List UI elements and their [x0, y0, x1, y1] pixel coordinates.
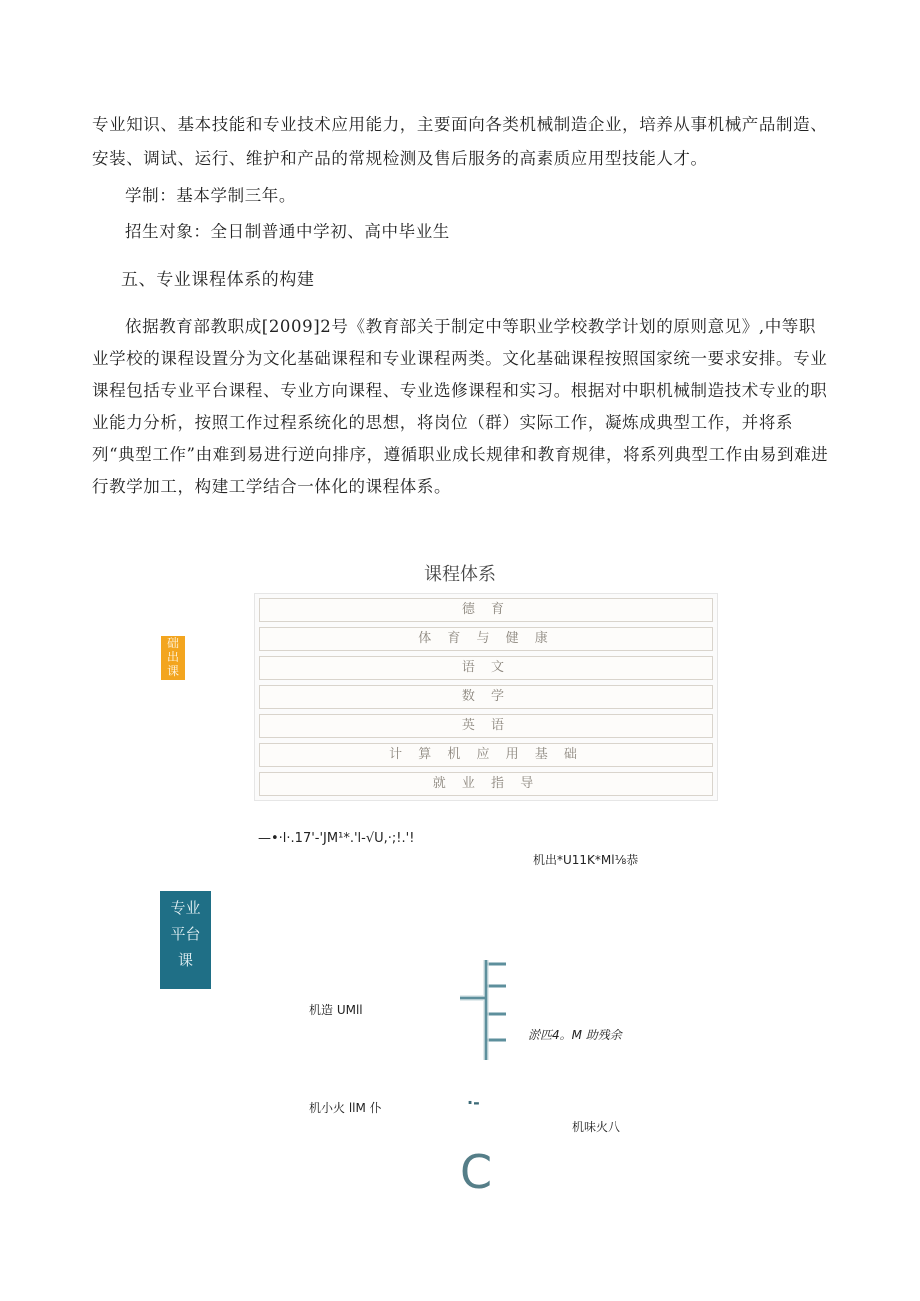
course-row: 就 业 指 导 — [259, 772, 713, 796]
pro-tag-line: 专业 — [170, 899, 201, 917]
basic-tag-char: 出 — [166, 650, 179, 664]
pro-tag-line: 平台 — [170, 925, 201, 943]
course-row: 语 文 — [259, 656, 713, 680]
big-letter-c: C — [460, 1145, 493, 1199]
figure-title: 课程体系 — [424, 564, 496, 585]
course-row: 体 育 与 健 康 — [259, 627, 713, 651]
tree-lines-top — [460, 960, 486, 1060]
tree-connector-diagram — [456, 956, 520, 1066]
basic-tag-char: 础 — [166, 636, 179, 650]
curriculum-paragraph: 依据教育部教职成[2009]2号《教育部关于制定中等职业学校教学计划的原则意见》,中等职业学校的课程设置分为文化基础课程和专业课程两类。文化基础课程按照国家统一要求安排。专业课程包括专业平台课程、专业方向课程、专业选修课程和实习。根据对中职机械制造技术专业的职业能力分析，按照工作过程系统化的思想，将岗位（群）实际工作，凝炼成典型工作，并将系列“典型工作”由难到易进行逆向排序，遵循职业成长规律和教育规律，将系列典型工作由易到难进行教学加工，构建工学结合一体化的课程体系。 — [92, 317, 829, 496]
course-row: 德 育 — [259, 598, 713, 622]
basic-tag-char: 课 — [166, 664, 179, 678]
garbled-label-right: 机出*U11K*Ml⅛恭 — [533, 853, 639, 867]
course-label: 机造 UMll — [309, 1003, 363, 1017]
course-label: 机味火八 — [572, 1120, 621, 1134]
course-row: 数 学 — [259, 685, 713, 709]
course-row: 英 语 — [259, 714, 713, 738]
course-row: 计 算 机 应 用 基 础 — [259, 743, 713, 767]
basic-course-tag — [161, 636, 185, 680]
dash-mark: ·- — [467, 1093, 480, 1112]
course-label: 机小火 llM 仆 — [309, 1101, 382, 1115]
section-heading: 五、专业课程体系的构建 — [121, 270, 315, 290]
duration-text: 学制：基本学制三年。 — [125, 186, 296, 205]
pro-tag-line: 课 — [177, 951, 193, 969]
course-label: 淤匹4。M 助残余 — [528, 1028, 622, 1042]
basic-course-box — [254, 593, 718, 801]
paragraph-line: 专业知识、基本技能和专业技术应用能力，主要面向各类机械制造企业，培养从事机械产品制造、 — [92, 115, 828, 134]
paragraph-line: 安装、调试、运行、维护和产品的常规检测及售后服务的高素质应用型技能人才。 — [92, 149, 708, 168]
tree-glow — [460, 960, 486, 1060]
professional-platform-tag — [160, 891, 211, 989]
enrollment-text: 招生对象：全日制普通中学初、高中毕业生 — [125, 222, 450, 241]
garbled-caption: —•·l·.17'-'JM¹*.'l-√U,·;!.'! — [258, 831, 415, 846]
